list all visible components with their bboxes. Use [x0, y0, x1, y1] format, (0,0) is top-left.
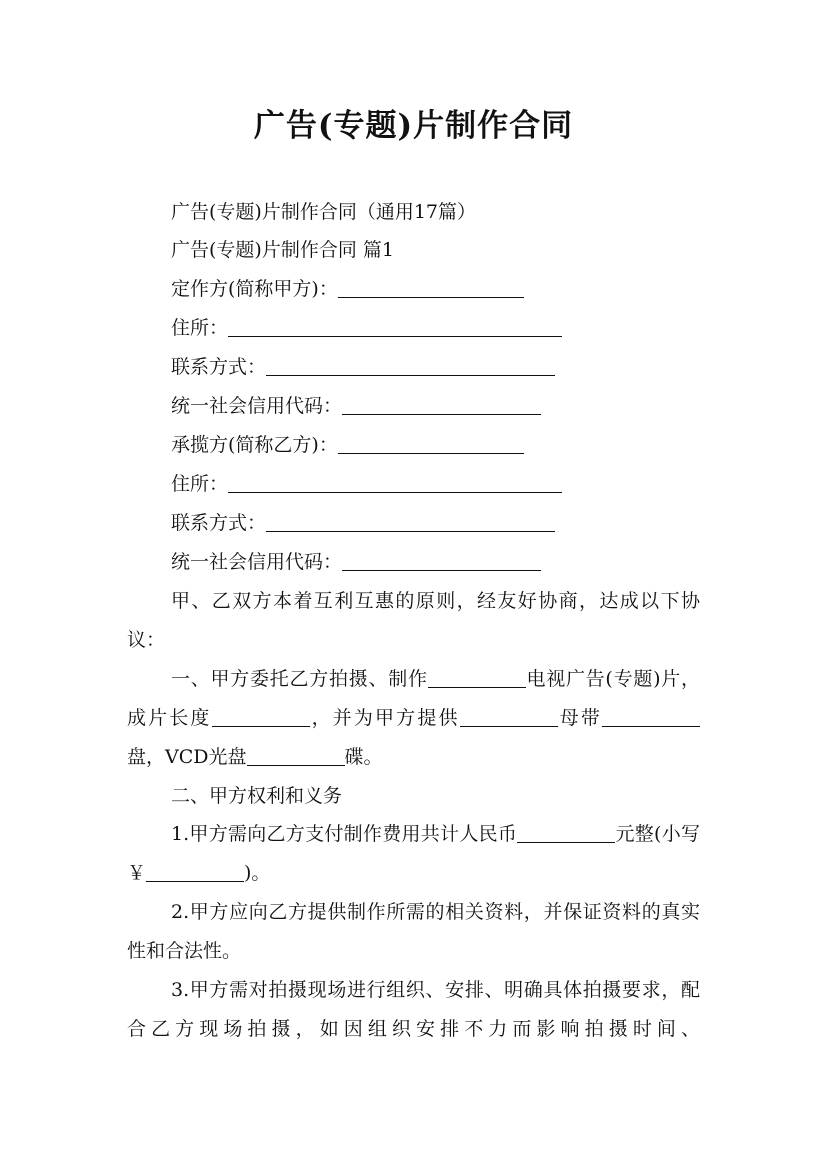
party-a-name-label: 定作方(简称甲方)： [171, 278, 338, 300]
party-b-name-blank[interactable] [338, 434, 524, 454]
party-a-credit-blank[interactable] [342, 395, 541, 415]
clause-one-text-a: 一、甲方委托乙方拍摄、制作 [171, 668, 428, 690]
party-b-address-blank[interactable] [228, 473, 562, 493]
fee-amount-blank[interactable] [517, 823, 615, 843]
party-a-address-row [171, 316, 562, 340]
clause-one-text-e: 盘，VCD光盘 [127, 746, 247, 768]
party-a-name-row [171, 277, 524, 301]
item-one-paragraph [127, 815, 700, 893]
party-a-credit-row [171, 394, 541, 418]
clause-one-text-c: ，并为甲方提供 [309, 707, 460, 729]
party-b-credit-blank[interactable] [342, 551, 541, 571]
clause-one-vcd-count-blank[interactable] [247, 746, 345, 766]
party-a-contact-row [171, 355, 555, 379]
clause-one-text-d: 母带 [557, 707, 602, 729]
party-b-address-label: 住所： [171, 473, 229, 495]
item-two-paragraph: 2.甲方应向乙方提供制作所需的相关资料，并保证资料的真实性和合法性。 [127, 901, 700, 962]
party-a-address-label: 住所： [171, 317, 229, 339]
party-b-contact-label: 联系方式： [171, 512, 267, 534]
party-b-contact-row [171, 511, 555, 535]
party-b-name-row [171, 433, 524, 457]
party-a-contact-blank[interactable] [266, 356, 555, 376]
section-heading: 广告(专题)片制作合同 篇1 [171, 239, 394, 261]
party-b-credit-row [171, 550, 541, 574]
party-a-name-blank[interactable] [338, 278, 524, 298]
clause-one-product-blank[interactable] [428, 668, 526, 688]
clause-one-length-blank[interactable] [212, 707, 310, 727]
document-title: 广告(专题)片制作合同 [253, 108, 574, 144]
item-three-paragraph: 3.甲方需对拍摄现场进行组织、安排、明确具体拍摄要求，配合乙方现场拍摄，如因组织安排不力而影响拍摄时间、 [127, 979, 700, 1040]
fee-lowercase-blank[interactable] [146, 862, 244, 882]
party-b-credit-label: 统一社会信用代码： [171, 551, 343, 573]
document-subtitle: 广告(专题)片制作合同（通用17篇） [171, 201, 477, 223]
section-two-heading: 二、甲方权利和义务 [171, 785, 343, 807]
clause-one-tape-count-blank[interactable] [602, 707, 700, 727]
clause-one-text-b: 电视广告(专题)片，成片长度 [127, 668, 700, 729]
party-a-contact-label: 联系方式： [171, 356, 267, 378]
clause-one-master-blank[interactable] [460, 707, 558, 727]
party-a-credit-label: 统一社会信用代码： [171, 395, 343, 417]
intro-paragraph: 甲、乙双方本着互利互惠的原则，经友好协商，达成以下协议： [127, 590, 700, 651]
party-b-name-label: 承揽方(简称乙方)： [171, 434, 338, 456]
party-b-contact-blank[interactable] [266, 512, 555, 532]
item-one-text-b: 元整(小写￥ [127, 823, 700, 884]
party-b-address-row [171, 472, 562, 496]
item-one-text-c: )。 [244, 862, 271, 884]
clause-one-text-f: 碟。 [344, 746, 383, 768]
party-a-address-blank[interactable] [228, 317, 562, 337]
clause-one-paragraph [127, 660, 700, 777]
item-one-text-a: 1.甲方需向乙方支付制作费用共计人民币 [171, 823, 518, 845]
